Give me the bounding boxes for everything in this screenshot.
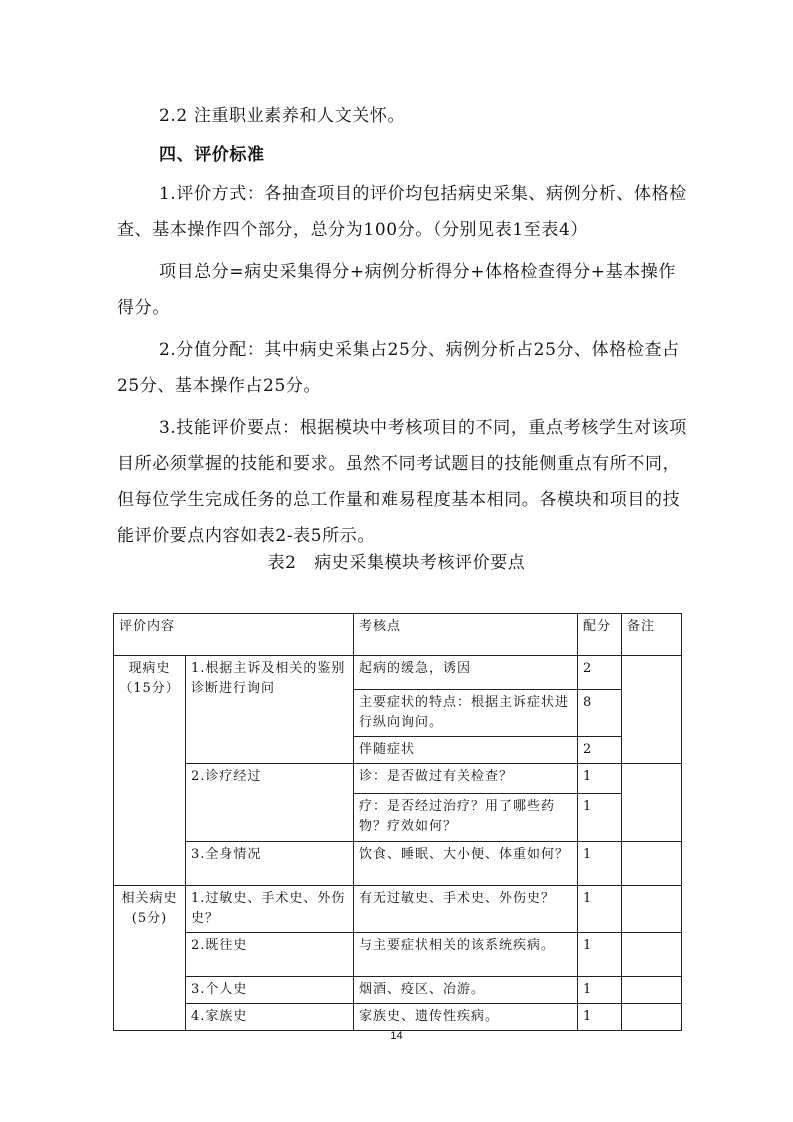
score-cell: 1 — [578, 977, 622, 1004]
score-cell: 2 — [578, 737, 622, 764]
assessment-point: 疗：是否经过治疗？用了哪些药物？疗效如何？ — [354, 794, 578, 842]
assessment-point: 烟酒、疫区、冶游。 — [354, 977, 578, 1004]
evaluation-table — [113, 613, 682, 1031]
assessment-point: 有无过敏史、手术史、外伤史？ — [354, 886, 578, 933]
page-number: 14 — [390, 1030, 403, 1042]
table-row — [114, 977, 682, 1004]
paragraph-total-score-formula: 项目总分=病史采集得分+病例分析得分+体格检查得分+基本操作得分。 — [117, 262, 676, 318]
paragraph-score-allocation: 2.分值分配：其中病史采集占25分、病例分析占25分、体格检查占25分、基本操作占25分。 — [117, 340, 680, 396]
assessment-point: 主要症状的特点：根据主诉症状进行纵向询问。 — [354, 690, 578, 737]
score-cell: 2 — [578, 656, 622, 690]
assessment-point: 诊：是否做过有关检查？ — [354, 764, 578, 794]
header-evaluation-content: 评价内容 — [114, 614, 354, 656]
remarks-cell — [622, 842, 682, 886]
assessment-point: 家族史、遗传性疾病。 — [354, 1004, 578, 1031]
paragraph-professional-quality: 2.2 注重职业素养和人文关怀。 — [159, 106, 406, 126]
score-cell: 1 — [578, 764, 622, 794]
header-remarks: 备注 — [622, 614, 682, 656]
remarks-cell — [622, 886, 682, 933]
remarks-cell — [622, 656, 682, 764]
table-row — [114, 933, 682, 977]
score-cell: 1 — [578, 842, 622, 886]
table-row — [114, 656, 682, 690]
table-caption: 表2 病史采集模块考核评价要点 — [267, 553, 526, 573]
section-related-history: 相关病史(5分) — [114, 886, 186, 1031]
section-heading-evaluation-standard: 四、评价标准 — [159, 145, 265, 165]
paragraph-evaluation-method: 1.评价方式：各抽查项目的评价均包括病史采集、病例分析、体格检查、基本操作四个部分，总分为100分。（分别见表1至表4） — [117, 184, 687, 240]
remarks-cell — [622, 764, 682, 842]
item-family-history: 4.家族史 — [186, 1004, 354, 1031]
remarks-cell — [622, 1004, 682, 1031]
score-cell: 1 — [578, 794, 622, 842]
table-row — [114, 1004, 682, 1031]
table-row — [114, 842, 682, 886]
item-past-history: 2.既往史 — [186, 933, 354, 977]
remarks-cell — [622, 977, 682, 1004]
score-cell: 1 — [578, 933, 622, 977]
score-cell: 1 — [578, 886, 622, 933]
assessment-point: 饮食、睡眠、大小便、体重如何？ — [354, 842, 578, 886]
assessment-point: 与主要症状相关的该系统疾病。 — [354, 933, 578, 977]
item-personal-history: 3.个人史 — [186, 977, 354, 1004]
header-assessment-point: 考核点 — [354, 614, 578, 656]
score-cell: 1 — [578, 1004, 622, 1031]
assessment-point: 伴随症状 — [354, 737, 578, 764]
item-general-condition: 3.全身情况 — [186, 842, 354, 886]
item-chief-complaint-inquiry: 1.根据主诉及相关的鉴别诊断进行询问 — [186, 656, 354, 764]
section-present-illness: 现病史（15分） — [114, 656, 186, 886]
assessment-point: 起病的缓急，诱因 — [354, 656, 578, 690]
table-row — [114, 764, 682, 794]
remarks-cell — [622, 933, 682, 977]
item-diagnosis-treatment: 2.诊疗经过 — [186, 764, 354, 842]
table-row — [114, 886, 682, 933]
table-header-row — [114, 614, 682, 656]
score-cell: 8 — [578, 690, 622, 737]
paragraph-skill-evaluation-points: 3.技能评价要点：根据模块中考核项目的不同，重点考核学生对该项目所必须掌握的技能和要求。虽然不同考试题目的技能侧重点有所不同，但每位学生完成任务的总工作量和难易程度基本相同。各模块和项目的技能评价要点内容如表2-表5所示。 — [117, 418, 687, 546]
header-score: 配分 — [578, 614, 622, 656]
item-allergy-surgery-trauma: 1.过敏史、手术史、外伤史？ — [186, 886, 354, 933]
